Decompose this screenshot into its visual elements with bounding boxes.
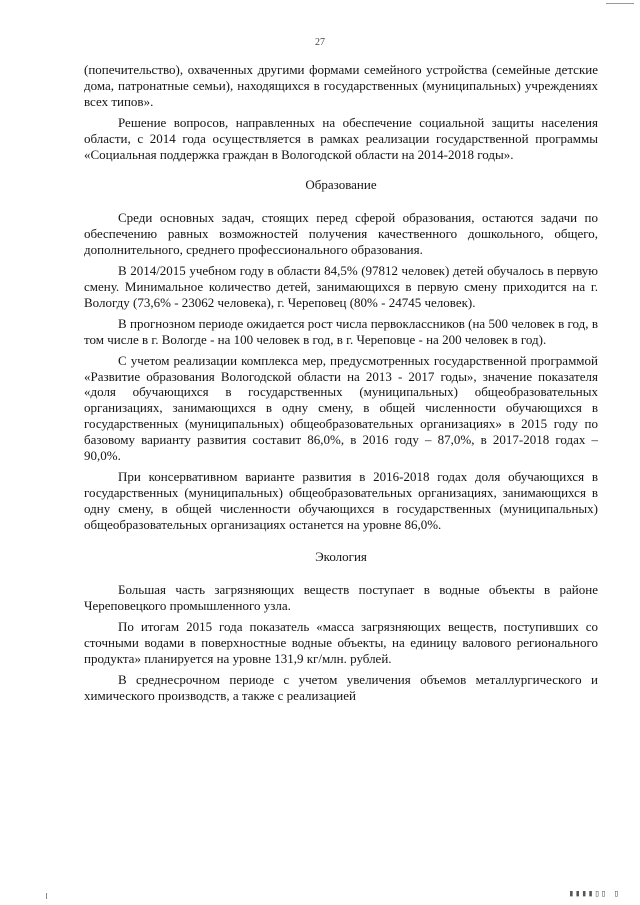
paragraph: Решение вопросов, направленных на обеспечение социальной защиты населения области, с 2014 года осуществляется в рамках реализации государственной программы «Социальная поддержка граждан в Вологодской области на 2014-2018 годы». [84,114,598,162]
paragraph: В прогнозном периоде ожидается рост числа первоклассников (на 500 человек в год, в том числе в г. Вологде - на 100 человек в год, в г. Череповце - на 200 человек в год). [84,315,598,347]
paragraph: Среди основных задач, стоящих перед сферой образования, остаются задачи по обеспечению равных возможностей получения качественного дошкольного, общего, дополнительного, среднего профессионального образования. [84,210,598,258]
document-body [84,62,598,709]
section-heading-ecology: Экология [315,548,367,564]
paragraph: Большая часть загрязняющих веществ поступает в водные объекты в районе Череповецкого промышленного узла. [84,582,598,614]
paragraph: С учетом реализации комплекса мер, предусмотренных государственной программой «Развитие образования Вологодской области на 2013 - 2017 годы», значение показателя «доля обучающихся в государственных (муниципальных) общеобразовательных организациях, занимающихся в одну смену, в общей численности обучающихся в государственных (муниципальных) общеобразовательных организациях» в 2015 году по базовому варианту развития составит 86,0%, в 2016 году – 87,0%, в 2017-2018 годах – 90,0%. [84,352,598,464]
scan-barcode-mark: ▮▮▮▮▯▯ ▯ [568,889,620,899]
paragraph: В 2014/2015 учебном году в области 84,5% (97812 человек) детей обучалось в первую смену. Минимальное количество детей, занимающихся в первую смену приходится на г. Вологду (73,6% - 23062 человека), г. Череповец (80% - 24745 человек). [84,263,598,310]
paragraph: В среднесрочном периоде с учетом увеличения объемов металлургического и химического производств, а также с реализацией [84,672,598,703]
section-heading-education: Образование [305,177,377,193]
paragraph: По итогам 2015 года показатель «масса загрязняющих веществ, поступивших со сточными водами в поверхностные водные объекты, на единицу валового регионального продукта» планируется на уровне 131,9 кг/млн. рублей. [84,619,598,667]
paragraph: При консервативном варианте развития в 2016-2018 годах доля обучающихся в государственных (муниципальных) общеобразовательных организациях, занимающихся в одну смену, в общей численности обучающихся в государственных (муниципальных) общеобразовательных организациях останется на уровне 86,0%. [84,468,598,532]
page-number: 27 [315,37,325,48]
paragraph: (попечительство), охваченных другими формами семейного устройства (семейные детские дома, патронатные семьи), находящихся в государственных (муниципальных) учреждениях всех типов». [84,62,598,109]
scan-edge-line [606,3,634,4]
scan-artifact [46,893,47,899]
